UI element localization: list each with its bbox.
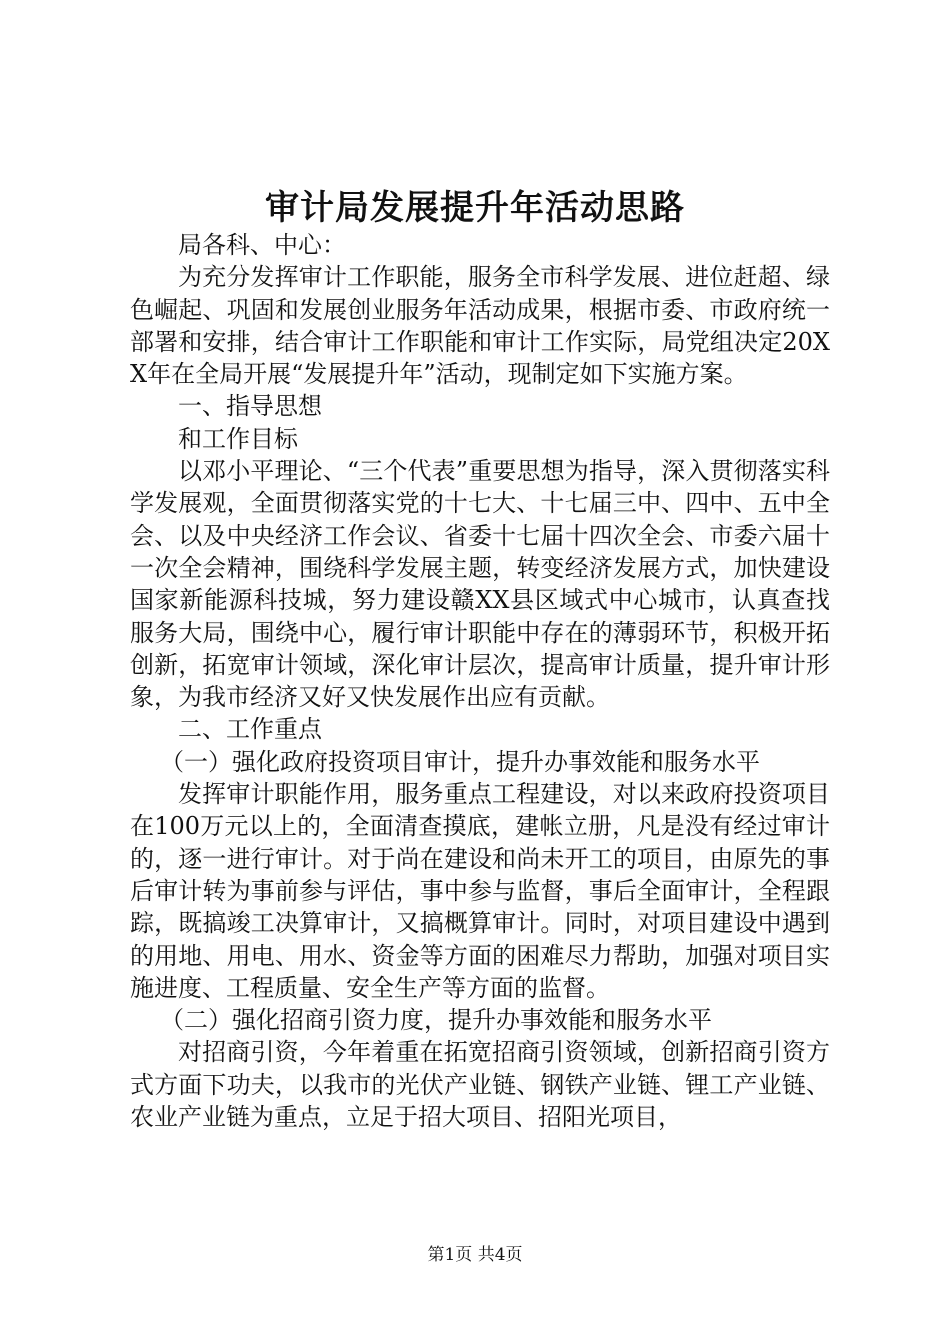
paragraph-intro: 为充分发挥审计工作职能，服务全市科学发展、进位赶超、绿色崛起、巩固和发展创业服务年活动成果，根据市委、市政府统一部署和安排，结合审计工作职能和审计工作实际，局党组决定20XX年在全局开展“发展提升年”活动，现制定如下实施方案。 <box>130 263 830 389</box>
section-heading-2: 二、工作重点 <box>178 715 322 744</box>
section-heading-1: 一、指导思想 <box>178 392 322 421</box>
paragraph-investment: 发挥审计职能作用，服务重点工程建设，对以来政府投资项目在100万元以上的，全面清查摸底，建帐立册，凡是没有经过审计的，逐一进行审计。对于尚在建设和尚未开工的项目，由原先的事后审计转为事前参与评估，事中参与监督，事后全面审计，全程跟踪，既搞竣工决算审计，又搞概算审计。同时，对项目建设中遇到的用地、用电、用水、资金等方面的困难尽力帮助，加强对项目实施进度、工程质量、安全生产等方面的监督。 <box>130 780 830 1002</box>
page-number: 第1页 共4页 <box>427 1245 523 1265</box>
subsection-heading-1: （一）强化政府投资项目审计，提升办事效能和服务水平 <box>160 747 760 776</box>
document-title: 审计局发展提升年活动思路 <box>265 188 685 228</box>
section-heading-1-cont: 和工作目标 <box>178 424 298 453</box>
salutation: 局各科、中心： <box>178 231 346 259</box>
subsection-heading-2: （二）强化招商引资力度，提升办事效能和服务水平 <box>160 1006 712 1035</box>
document-body <box>130 229 830 1133</box>
paragraph-attraction: 对招商引资，今年着重在拓宽招商引资领域，创新招商引资方式方面下功夫，以我市的光伏产业链、钢铁产业链、锂工产业链、农业产业链为重点，立足于招大项目、招阳光项目， <box>130 1038 830 1132</box>
paragraph-guiding: 以邓小平理论、“三个代表”重要思想为指导，深入贯彻落实科学发展观，全面贯彻落实党的十七大、十七届三中、四中、五中全会、以及中央经济工作会议、省委十七届十四次全会、市委六届十一次全会精神，围绕科学发展主题，转变经济发展方式，加快建设国家新能源科技城，努力建设赣XX县区域式中心城市，认真查找服务大局，围绕中心，履行审计职能中存在的薄弱环节，积极开拓创新，拓宽审计领域，深化审计层次，提高审计质量，提升审计形象，为我市经济又好又快发展作出应有贡献。 <box>130 457 830 712</box>
